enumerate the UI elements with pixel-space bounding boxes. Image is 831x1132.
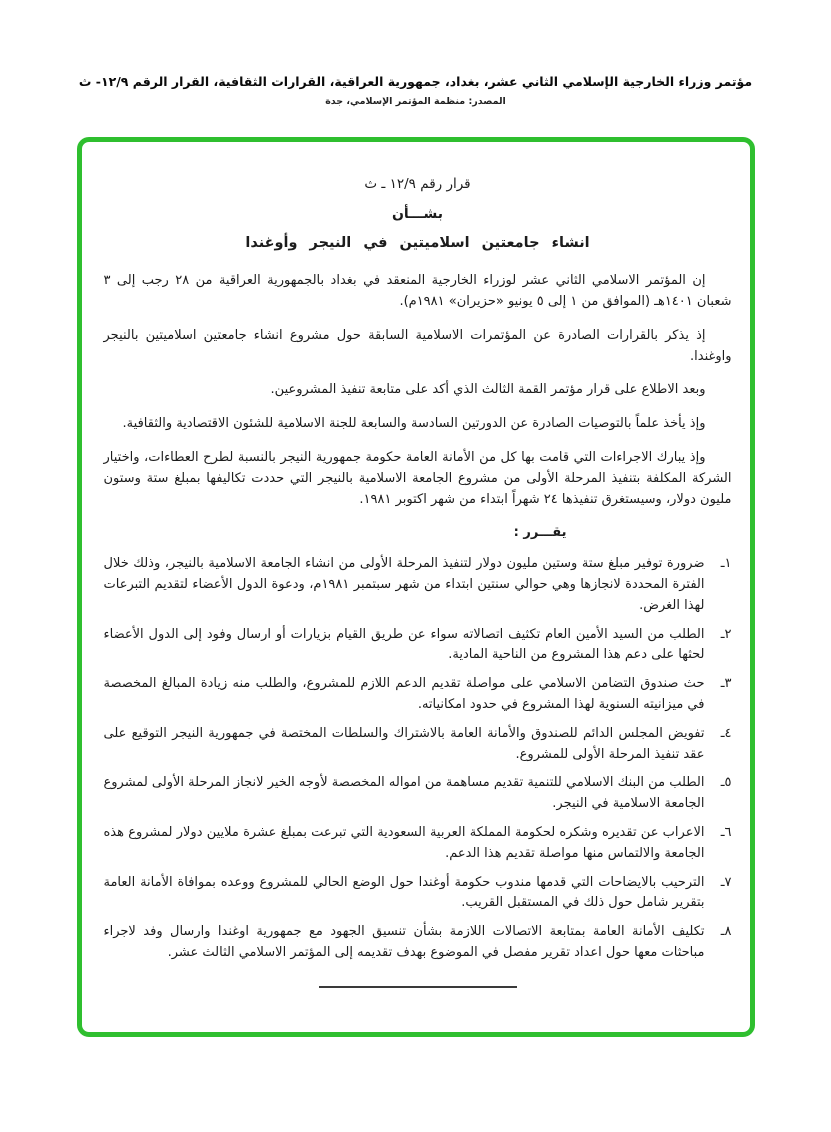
resolution-title: انشاء جامعتين اسلاميتين في النيجر وأوغندا [245, 234, 590, 251]
preamble-paragraph: وإذ يأخذ علماً بالتوصيات الصادرة عن الدورتين السادسة والسابعة للجنة الاسلامية للشئون الاقتصادية والثقافية. [122, 416, 706, 432]
resolution-item [104, 625, 732, 667]
resolution-item-text: حث صندوق التضامن الاسلامي على مواصلة تقديم الدعم اللازم للمشروع، والطلب منه زيادة المبالغ المخصصة في ميزانيته السنوية لهذا المشروع في حدود امكانياته. [103, 676, 705, 712]
resolution-item-text: الطلب من السيد الأمين العام تكثيف اتصالاته سواء عن طريق القيام بزيارات أو ارسال وفود إلى الدول الأعضاء لحثها على دعم هذا المشروع من الناحية المادية. [103, 626, 705, 663]
resolution-item-number: ٦ـ [720, 824, 732, 840]
resolutions-list [104, 554, 732, 964]
resolution-item [104, 873, 732, 915]
scanned-document-frame [77, 137, 755, 1037]
resolution-number: قرار رقم ١٢/٩ ـ ث [364, 176, 471, 192]
resolution-item-text: ضرورة توفير مبلغ ستة وستين مليون دولار لتنفيذ المرحلة الأولى من انشاء الجامعة الاسلامية بالنيجر، وذلك خلال الفترة المحددة لانجازها وهي حوالي سنتين ابتداء من شهر سبتمبر ١٩٨١م، ودعوة الدول الأعضاء لتقديم التبرعات لهذا الغرض. [103, 556, 705, 613]
document-header [0, 0, 831, 107]
resolution-item-number: ٣ـ [720, 676, 732, 692]
resolution-item-text: الطلب من البنك الاسلامي للتنمية تقديم مساهمة من امواله المخصصة لأوجه الخير لانجاز المرحلة الأولى لمشروع الجامعة الاسلامية في النيجر. [103, 775, 705, 812]
resolution-item-number: ٥ـ [720, 775, 732, 791]
resolution-item [104, 773, 732, 815]
preamble-paragraph: إذ يذكر بالقرارات الصادرة عن المؤتمرات الاسلامية السابقة حول مشروع انشاء جامعتين اسلاميتين بالنيجر واوغندا. [103, 327, 732, 364]
resolution-item-text: تفويض المجلس الدائم للصندوق والأمانة العامة بالاشتراك والسلطات المختصة في جمهورية النيجر التوقيع على عقد تنفيذ المرحلة الأولى للمشروع. [103, 725, 705, 762]
header-source: المصدر: منظمة المؤتمر الإسلامي، جدة [325, 96, 506, 107]
preamble-paragraph: وبعد الاطلاع على قرار مؤتمر القمة الثالث الذي أكد على متابعة تنفيذ المشروعين. [270, 382, 706, 398]
preamble-section [104, 271, 732, 510]
resolution-item-text: الترحيب بالايضاحات التي قدمها مندوب حكومة أوغندا حول الوضع الحالي للمشروع ووعده بموافاة الأمانة العامة بتقرير شامل حول ذلك في المستقبل القريب. [103, 874, 705, 911]
resolution-item-number: ٨ـ [720, 924, 732, 940]
preamble-paragraph: إن المؤتمر الاسلامي الثاني عشر لوزراء الخارجية المنعقد في بغداد بالجمهورية العراقية من ٢٨ رجب إلى ٣ شعبان ١٤٠١هـ (الموافق من ١ إلى ٥ يونيو «حزيران» ١٩٨١م). [103, 273, 732, 309]
resolution-item-number: ٢ـ [720, 626, 732, 642]
end-divider [319, 986, 517, 988]
resolution-item [104, 724, 732, 766]
document-body [82, 142, 750, 1014]
decides-label: يقـــرر : [513, 525, 567, 541]
resolution-item [104, 922, 732, 964]
preamble-paragraph: وإذ يبارك الاجراءات التي قامت بها كل من الأمانة العامة حكومة جمهورية النيجر بالنسبة لطرح العطاءات، واختيار الشركة المكلفة بتنفيذ المرحلة الأولى من مشروع الجامعة الاسلامية بالنيجر التي حددت تكاليفها بمبلغ ستة وستون مليون دولار، وسيستغرق تنفيذها ٢٤ شهراً ابتداء من شهر اكتوبر ١٩٨١. [103, 449, 732, 507]
resolution-item-number: ٤ـ [720, 725, 732, 741]
resolution-item-text: الاعراب عن تقديره وشكره لحكومة المملكة العربية السعودية التي تبرعت بمبلغ عشرة ملايين دولار لمشروع هذه الجامعة والالتماس منها مواصلة تقديم هذا الدعم. [103, 824, 705, 861]
subject-label: بشـــأن [391, 205, 444, 222]
resolution-item-text: تكليف الأمانة العامة بمتابعة الاتصالات اللازمة بشأن تنسيق الجهود مع جمهورية اوغندا وارسال وفد لاجراء مباحثات معها حول اعداد تقرير مفصل في الموضوع بهدف تقديمه إلى المؤتمر الاسلامي الثالث عشر. [103, 924, 705, 960]
resolution-item [104, 823, 732, 865]
header-title: مؤتمر وزراء الخارجية الإسلامي الثاني عشر، بغداد، جمهورية العراقية، القرارات الثقافية، القرار الرقم ١٢/٩- ث [78, 74, 753, 89]
resolution-item [104, 554, 732, 616]
resolution-item-number: ٧ـ [720, 874, 732, 890]
resolution-item [104, 674, 732, 716]
resolution-item-number: ١ـ [720, 556, 732, 572]
